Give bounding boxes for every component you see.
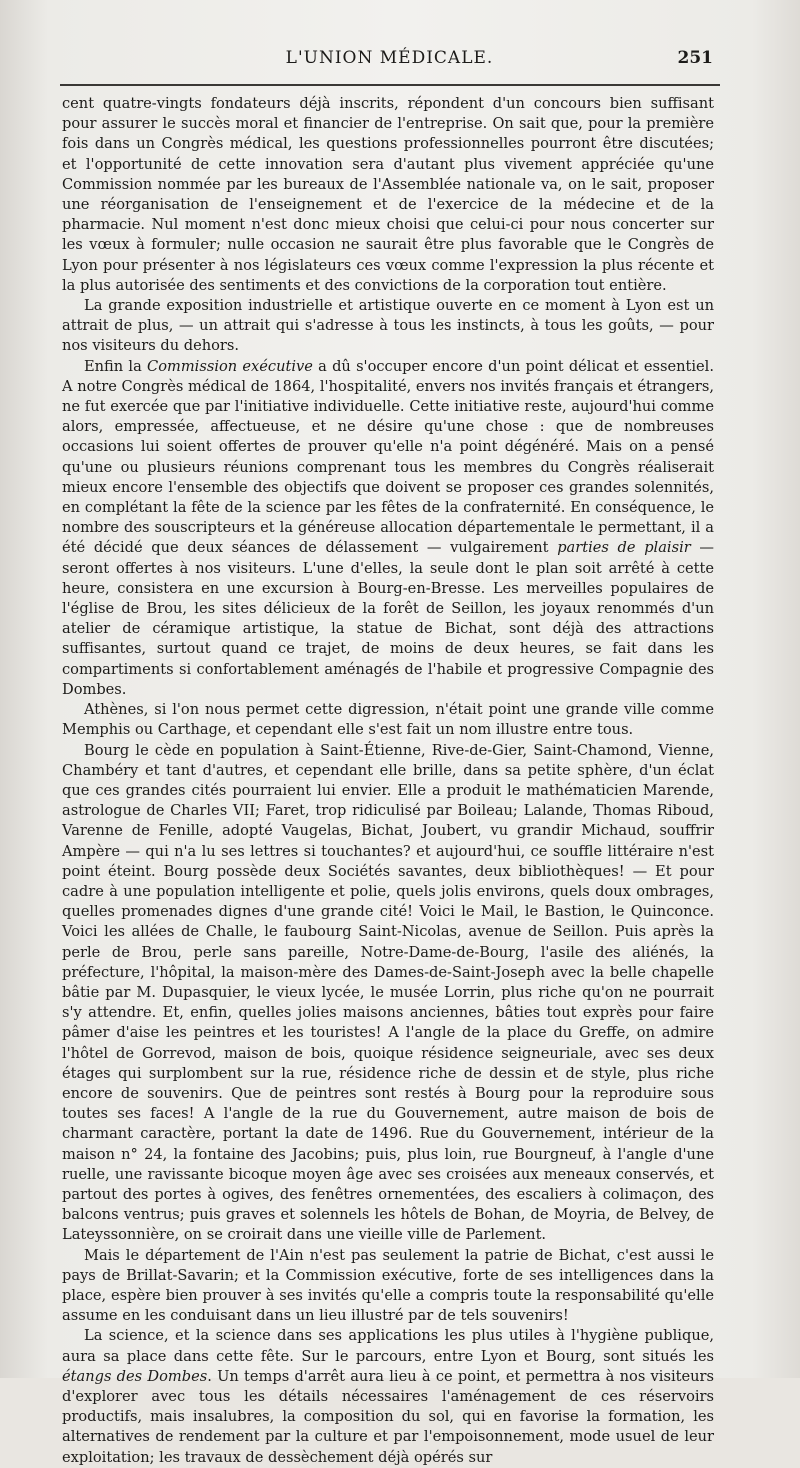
paragraph (62, 357, 714, 700)
running-title: L'UNION MÉDICALE. (285, 48, 494, 68)
text-run: cent quatre-vingts fondateurs déjà inscrits, répondent d'un concours bien suffisant pour assurer le succès moral et financier de l'entreprise. On sait que, pour la première fois dans un Congrès médical, les questions professionnelles pourront être discutées; et l'opportunité de cette innovation sera d'autant plus vivement appréciée qu'une Commission nommée par les bureaux de l'Assemblée nationale va, on le sait, proposer une réorganisation de l'enseignement et de l'exercice de la médecine et de la pharmacie. Nul moment n'est donc mieux choisi que celui-ci pour nous concerter sur les vœux à formuler; nulle occasion ne saurait être plus favorable que le Congrès de Lyon pour présenter à nos législateurs ces vœux comme l'expression la plus récente et la plus autorisée des sentiments et des convictions de la corporation tout entière. (62, 95, 714, 294)
italic-phrase: parties de plaisir (557, 539, 691, 557)
text-run: Bourg le cède en population à Saint-Étienne, Rive-de-Gier, Saint-Chamond, Vienne, Chambéry et tant d'autres, et cependant elle brille, dans sa petite sphère, d'un éclat que ces grandes cités pourraient lui envier. Elle a produit le mathématicien Marende, astrologue de Charles VII; Faret, trop ridiculisé par Boileau; Lalande, Thomas Riboud, Varenne de Fenille, adopté Vaugelas, Bichat, Joubert, vu grandir Michaud, souffrir Ampère — qui n'a lu ses lettres si touchantes? et aujourd'hui, ce souffle littéraire n'est point éteint. Bourg possède deux Sociétés savantes, deux bibliothèques! — Et pour cadre à une population intelligente et polie, quels jolis environs, quels doux ombrages, quelles promenades dignes d'une grande cité! Voici le Mail, le Bastion, le Quinconce. Voici les allées de Challe, le faubourg Saint-Nicolas, avenue de Seillon. Puis après la perle de Brou, perle sans pareille, Notre-Dame-de-Bourg, l'asile des aliénés, la préfecture, l'hôpital, la maison-mère des Dames-de-Saint-Joseph avec la belle chapelle bâtie par M. Dupasquier, le vieux lycée, le musée Lorrin, plus riche qu'on ne pourrait s'y attendre. Et, enfin, quelles jolies maisons anciennes, bâties tout exprès pour faire pâmer d'aise les peintres et les touristes! A l'angle de la place du Greffe, on admire l'hôtel de Gorrevod, maison de bois, quoique résidence seigneuriale, avec ses deux étages qui surplombent sur la rue, résidence riche de dessin et de style, plus riche encore de souvenirs. Que de peintres sont restés à Bourg pour la reproduire sous toutes ses faces! A l'angle de la rue du Gouvernement, autre maison de bois de charmant caractère, portant la date de 1496. Rue du Gouvernement, intérieur de la maison n° 24, la fontaine des Jacobins; puis, plus loin, rue Bourgneuf, à l'angle d'une ruelle, une ravissante bicoque moyen âge avec ses croisées aux meneaux conservés, et partout des portes à ogives, des fenêtres ornementées, des escaliers à colimaçon, des balcons ventrus; puis graves et solennels les hôtels de Bohan, de Moyria, de Belvey, de Lateyssonnière, on se croirait dans une vieille ville de Parlement. (62, 741, 714, 1244)
text-run: . Un temps d'arrêt aura lieu à ce point, et permettra à nos visiteurs d'explorer avec tous les détails nécessaires l'aménagement de ces réservoirs productifs, mais insalubres, la composition du sol, qui en favorise la formation, les alternatives de rendement par la culture et par l'empoisonnement, mode usuel de leur exploitation; les travaux de dessèchement déjà opérés sur (62, 1367, 714, 1466)
text-run: Mais le département de l'Ain n'est pas seulement la patrie de Bichat, c'est aussi le pays de Brillat-Savarin; et la Commission exécutive, forte de ses intelligences dans la place, espère bien prouver à ses invités qu'elle a compris toute la responsabilité qu'elle assume en les conduisant dans un lieu illustré par de tels souvenirs! (62, 1246, 714, 1325)
text-run: Enfin la (84, 357, 148, 375)
text-run: — seront offertes à nos visiteurs. L'une d'elles, la seule dont le plan soit arrêté à cette heure, consistera en une excursion à Bourg-en-Bresse. Les merveilles populaires de l'église de Brou, les sites délicieux de la forêt de Seillon, les joyaux renommés d'un atelier de céramique artistique, la statue de Bichat, sont déjà des attractions suffisantes, surtout quand ce trajet, de moins de deux heures, se fait dans les compartiments si confortablement aménagés de l'habile et progressive Compagnie des Dombes. (62, 539, 715, 698)
paragraph (62, 1246, 714, 1327)
header-rule (60, 84, 720, 86)
page-header (62, 48, 717, 72)
paragraph (62, 741, 714, 1246)
paragraph (62, 296, 714, 357)
italic-phrase: Commission exécutive (147, 357, 313, 375)
paragraph (62, 94, 714, 296)
text-run: La science, et la science dans ses applications les plus utiles à l'hygiène publique, aura sa place dans cette fête. Sur le parcours, entre Lyon et Bourg, sont situés les (62, 1327, 714, 1365)
text-run: Athènes, si l'on nous permet cette digression, n'était point une grande ville comme Memphis ou Carthage, et cependant elle s'est fait un nom illustre entre tous. (62, 701, 714, 739)
page-number: 251 (677, 48, 713, 68)
paragraph (62, 1326, 714, 1467)
article-body (62, 94, 714, 1468)
paragraph (62, 700, 714, 740)
text-run: a dû s'occuper encore d'un point délicat et essentiel. A notre Congrès médical de 1864, l'hospitalité, envers nos invités français et étrangers, ne fut exercée que par l'initiative individuelle. Cette initiative reste, aujourd'hui comme alors, empressée, affectueuse, et ne désire qu'une chose : que de nombreuses occasions lui soient offertes de prouver qu'elle n'a point dégénéré. Mais on a pensé qu'une ou plusieurs réunions comprenant tous les membres du Congrès réaliserait mieux encore l'ensemble des objectifs que doivent se proposer ces grandes solennités, en complétant la fête de la science par les fêtes de la confraternité. En conséquence, le nombre des souscripteurs et la généreuse allocation départementale le permettant, il a été décidé que deux séances de délassement — vulgairement (62, 357, 714, 557)
text-run: La grande exposition industrielle et artistique ouverte en ce moment à Lyon est un attrait de plus, — un attrait qui s'adresse à tous les instincts, à tous les goûts, — pour nos visiteurs du dehors. (62, 297, 714, 355)
italic-phrase: étangs des Dombes (62, 1367, 208, 1385)
